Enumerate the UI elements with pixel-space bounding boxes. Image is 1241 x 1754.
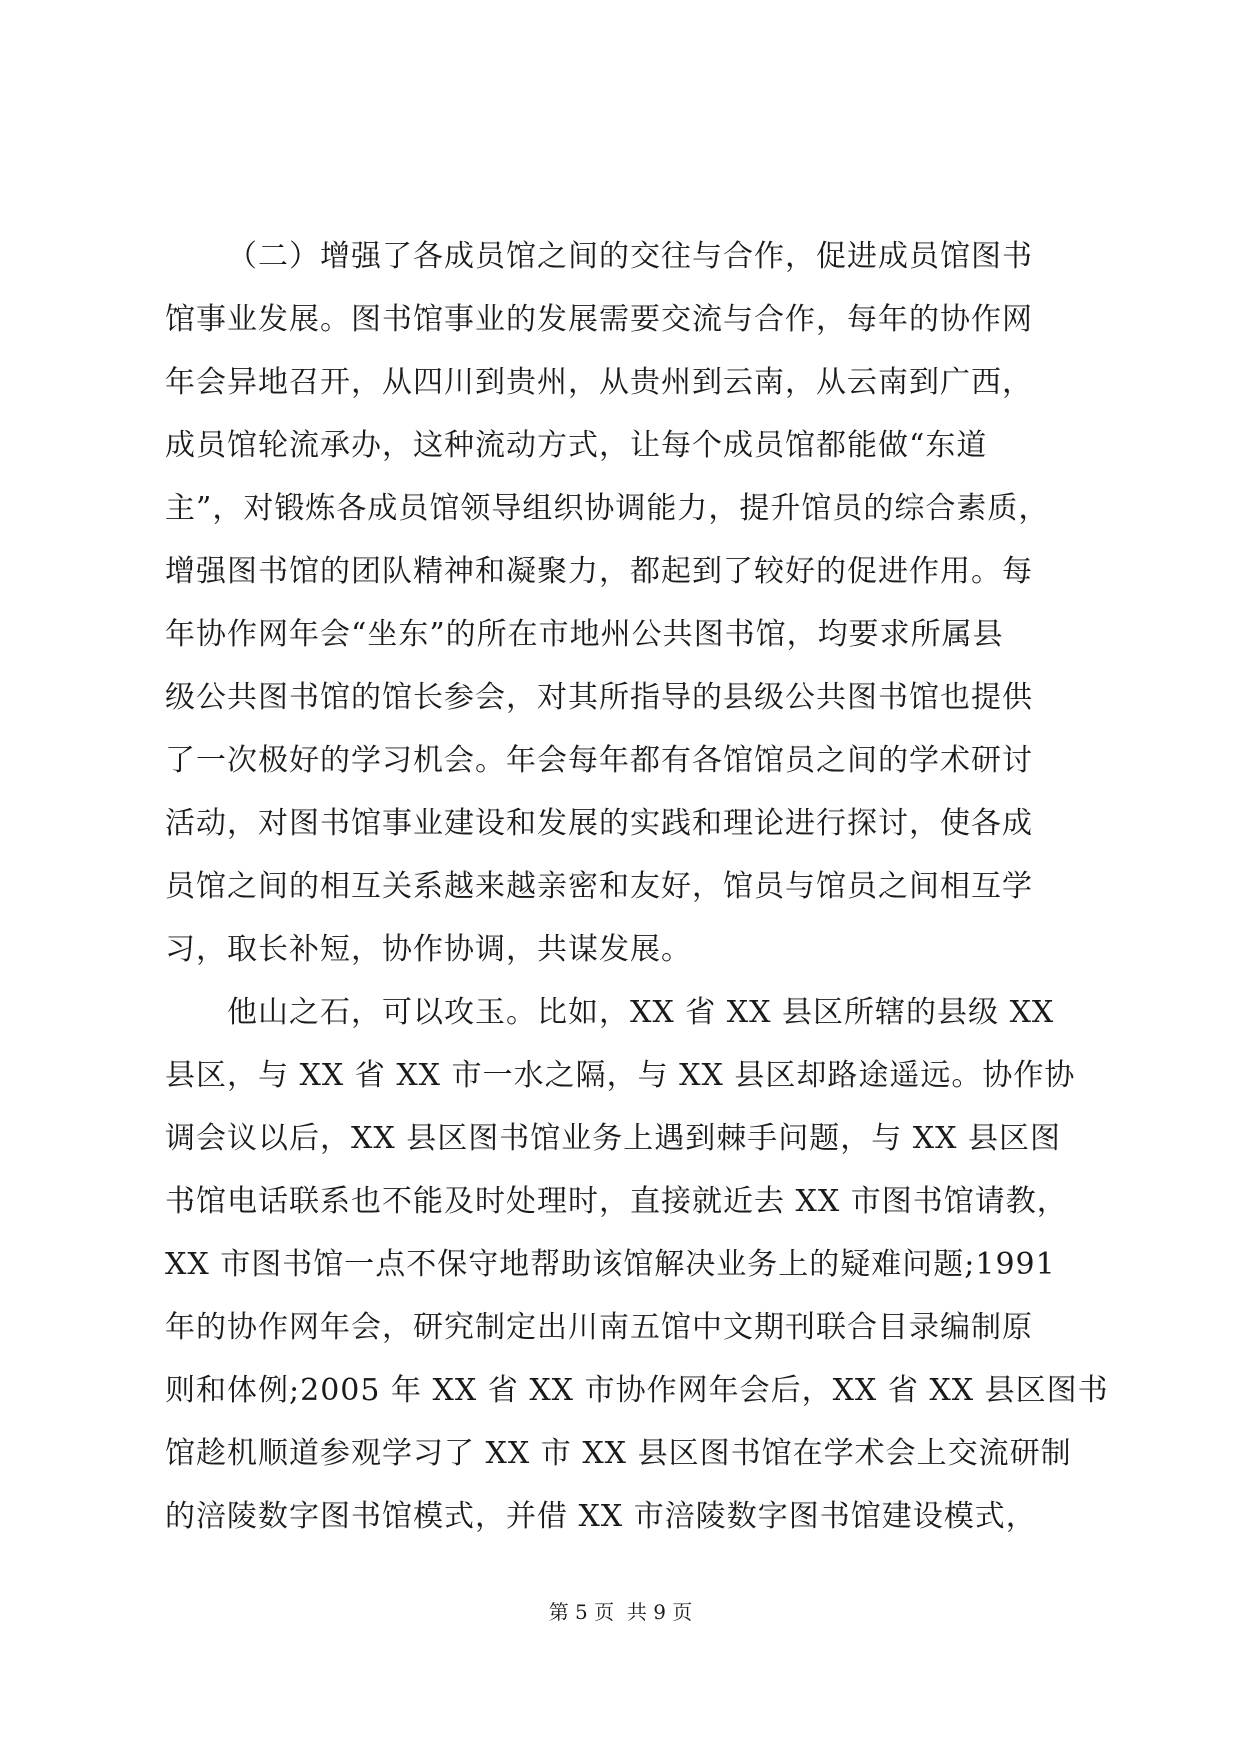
page-number-footer: 第 5 页 共 9 页 bbox=[548, 1600, 693, 1624]
text-line: 书馆电话联系也不能及时处理时，直接就近去 XX 市图书馆请教， bbox=[165, 1184, 1068, 1219]
text-line: 年的协作网年会，研究制定出川南五馆中文期刊联合目录编制原 bbox=[165, 1310, 1033, 1345]
text-line: 年协作网年会“坐东”的所在市地州公共图书馆，均要求所属县 bbox=[165, 617, 1004, 652]
text-line: 则和体例;2005 年 XX 省 XX 市协作网年会后，XX 省 XX 县区图书 bbox=[165, 1373, 1109, 1408]
text-line: 他山之石，可以攻玉。比如，XX 省 XX 县区所辖的县级 XX bbox=[227, 995, 1055, 1030]
text-line: （二）增强了各成员馆之间的交往与合作，促进成员馆图书 bbox=[227, 239, 1033, 274]
text-line: 年会异地召开，从四川到贵州，从贵州到云南，从云南到广西， bbox=[165, 365, 1033, 400]
text-line: 员馆之间的相互关系越来越亲密和友好，馆员与馆员之间相互学 bbox=[165, 869, 1033, 904]
text-line: 的涪陵数字图书馆模式，并借 XX 市涪陵数字图书馆建设模式， bbox=[165, 1499, 1037, 1534]
text-line: 主”，对锻炼各成员馆领导组织协调能力，提升馆员的综合素质， bbox=[165, 491, 1050, 526]
text-line: 习，取长补短，协作协调，共谋发展。 bbox=[165, 932, 692, 967]
text-line: XX 市图书馆一点不保守地帮助该馆解决业务上的疑难问题;1991 bbox=[165, 1247, 1056, 1282]
text-line: 增强图书馆的团队精神和凝聚力，都起到了较好的促进作用。每 bbox=[165, 554, 1033, 589]
text-line: 级公共图书馆的馆长参会，对其所指导的县级公共图书馆也提供 bbox=[165, 680, 1033, 715]
text-line: 馆事业发展。图书馆事业的发展需要交流与合作，每年的协作网 bbox=[165, 302, 1033, 337]
body-text bbox=[165, 225, 1109, 1548]
text-line: 活动，对图书馆事业建设和发展的实践和理论进行探讨，使各成 bbox=[165, 806, 1033, 841]
text-line: 县区，与 XX 省 XX 市一水之隔，与 XX 县区却路途遥远。协作协 bbox=[165, 1058, 1076, 1093]
paragraph-1 bbox=[165, 225, 1085, 981]
text-line: 馆趁机顺道参观学习了 XX 市 XX 县区图书馆在学术会上交流研制 bbox=[165, 1436, 1072, 1471]
text-line: 了一次极好的学习机会。年会每年都有各馆馆员之间的学术研讨 bbox=[165, 743, 1033, 778]
text-line: 成员馆轮流承办，这种流动方式，让每个成员馆都能做“东道 bbox=[165, 428, 988, 463]
text-line: 调会议以后，XX 县区图书馆业务上遇到棘手问题，与 XX 县区图 bbox=[165, 1121, 1062, 1156]
paragraph-2 bbox=[165, 981, 1109, 1548]
